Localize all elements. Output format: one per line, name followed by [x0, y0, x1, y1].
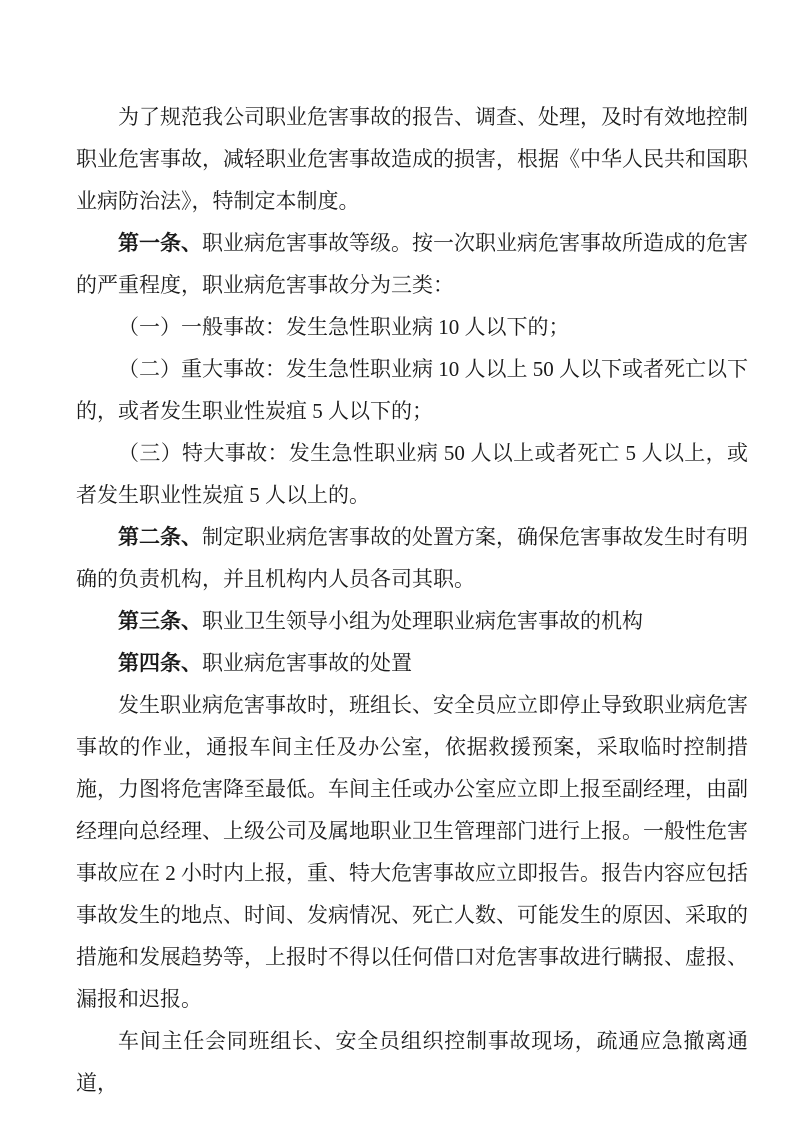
paragraph-text: 制定职业病危害事故的处置方案，确保危害事故发生时有明确的负责机构，并且机构内人员各司其职。	[76, 525, 748, 591]
clause-number: 第二条、	[118, 525, 202, 549]
paragraph	[76, 96, 748, 222]
paragraph-text: （一）一般事故：发生急性职业病 10 人以下的；	[118, 315, 570, 339]
paragraph	[76, 516, 748, 600]
paragraph	[76, 642, 748, 684]
paragraph-text: 发生职业病危害事故时，班组长、安全员应立即停止导致职业病危害事故的作业，通报车间主任及办公室，依据救援预案，采取临时控制措施，力图将危害降至最低。车间主任或办公室应立即上报至副经理，由副经理向总经理、上级公司及属地职业卫生管理部门进行上报。一般性危害事故应在 2 小时内上报，重、特大危害事故应立即报告。报告内容应包括事故发生的地点、时间、发病情况、死亡人数、可能发生的原因、采取的措施和发展趋势等，上报时不得以任何借口对危害事故进行瞒报、虚报、漏报和迟报。	[76, 693, 748, 1011]
paragraph-text: 为了规范我公司职业危害事故的报告、调查、处理，及时有效地控制职业危害事故，减轻职业危害事故造成的损害，根据《中华人民共和国职业病防治法》，特制定本制度。	[76, 105, 748, 213]
paragraph	[76, 684, 748, 1020]
paragraph	[76, 600, 748, 642]
paragraph-text: 职业病危害事故等级。按一次职业病危害事故所造成的危害的严重程度，职业病危害事故分为三类：	[76, 231, 748, 297]
clause-number: 第一条、	[118, 231, 202, 255]
paragraph-text: （三）特大事故：发生急性职业病 50 人以上或者死亡 5 人以上，或者发生职业性炭疽 5 人以上的。	[76, 441, 748, 507]
paragraph	[76, 432, 748, 516]
clause-number: 第四条、	[118, 651, 202, 675]
paragraph	[76, 348, 748, 432]
paragraph	[76, 306, 748, 348]
paragraph-text: 职业卫生领导小组为处理职业病危害事故的机构	[202, 609, 643, 633]
paragraph-text: （二）重大事故：发生急性职业病 10 人以上 50 人以下或者死亡以下的，或者发生职业性炭疽 5 人以下的；	[76, 357, 748, 423]
paragraph	[76, 1020, 748, 1104]
paragraph	[76, 222, 748, 306]
paragraph-text: 职业病危害事故的处置	[202, 651, 412, 675]
clause-number: 第三条、	[118, 609, 202, 633]
paragraph-text: 车间主任会同班组长、安全员组织控制事故现场，疏通应急撤离通道，	[76, 1029, 748, 1095]
